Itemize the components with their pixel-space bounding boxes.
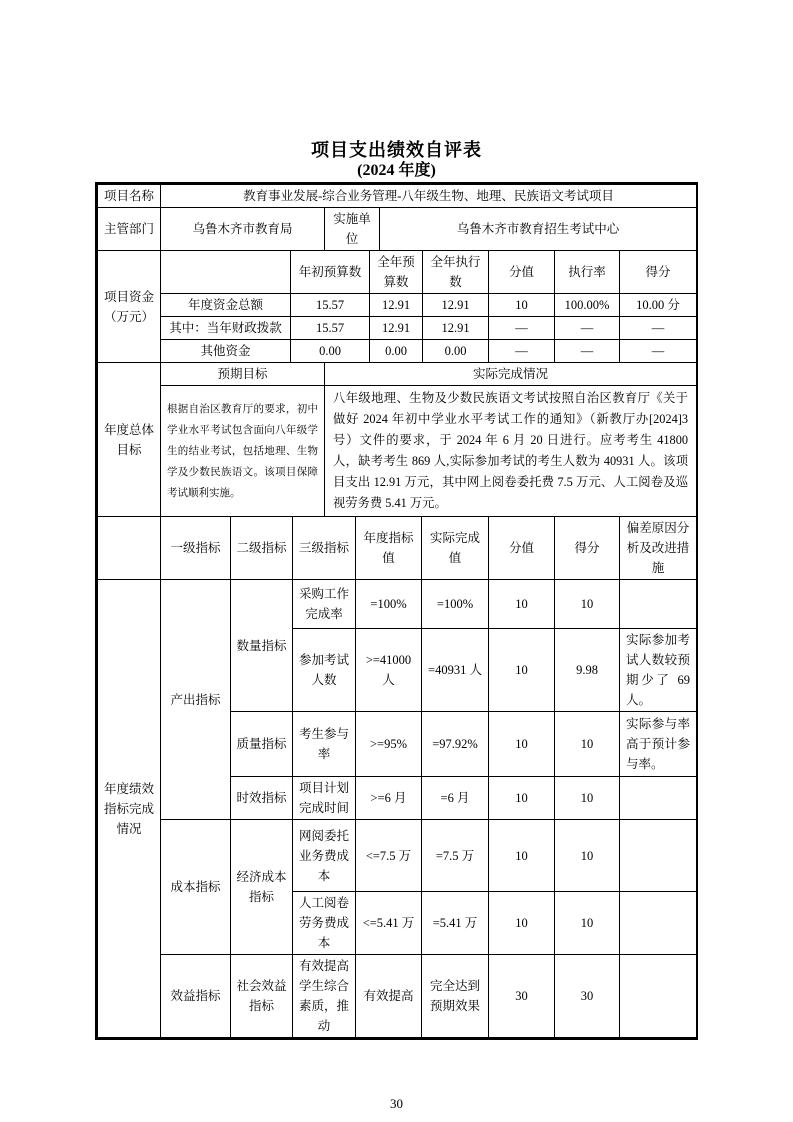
indicator-row <box>98 955 697 1038</box>
indicator-col-header: 分值 <box>489 517 555 580</box>
page-number: 30 <box>390 1096 403 1111</box>
table-row <box>98 251 697 294</box>
cell-funding-blank <box>161 251 291 294</box>
cell-indicators-section-label: 年度绩效指标完成情况 <box>98 580 161 1038</box>
cell-goal-section-label: 年度总体目标 <box>98 363 161 517</box>
table-row <box>98 386 697 517</box>
indicator-col-header: 三级指标 <box>293 517 356 580</box>
cell-level3: 人工阅卷劳务费成本 <box>293 892 356 955</box>
cell-deviation <box>620 955 697 1038</box>
cell-funding-value: 15.57 <box>291 317 370 340</box>
cell-level1: 效益指标 <box>161 955 231 1038</box>
cell-funding-value: — <box>620 340 697 363</box>
cell-funding-value: 12.91 <box>370 317 423 340</box>
cell-actual-header: 实际完成情况 <box>325 363 697 386</box>
cell-actual-value: =6 月 <box>422 777 489 820</box>
cell-level2: 数量指标 <box>231 580 293 712</box>
cell-funding-value: — <box>555 317 620 340</box>
indicator-col-header: 偏差原因分析及改进措施 <box>620 517 697 580</box>
cell-department-value: 乌鲁木齐市教育局 <box>161 208 325 251</box>
cell-target-value: =100% <box>356 580 422 629</box>
cell-level3: 网阅委托业务费成本 <box>293 820 356 892</box>
cell-implementer-label: 实施单位 <box>325 208 380 251</box>
cell-funding-row-label: 其中：当年财政拨款 <box>161 317 291 340</box>
info-table <box>97 184 697 251</box>
self-evaluation-table <box>95 182 698 1040</box>
cell-funding-section-label: 项目资金（万元） <box>98 251 161 363</box>
page-title: 项目支出绩效自评表 <box>311 140 482 160</box>
cell-level2: 时效指标 <box>231 777 293 820</box>
table-row <box>98 185 697 208</box>
table-row <box>98 363 697 386</box>
cell-target-value: <=7.5 万 <box>356 820 422 892</box>
indicator-row <box>98 820 697 892</box>
cell-level3: 有效提高学生综合素质，推动 <box>293 955 356 1038</box>
cell-actual-value: =100% <box>422 580 489 629</box>
cell-project-name-label: 项目名称 <box>98 185 161 208</box>
cell-target-value: <=5.41 万 <box>356 892 422 955</box>
table-row <box>98 517 697 580</box>
page-subtitle: (2024 年度) <box>357 162 436 179</box>
cell-funding-value: 12.91 <box>423 317 489 340</box>
funding-col-header: 全年执行数 <box>423 251 489 294</box>
cell-points: 10 <box>489 777 555 820</box>
cell-deviation: 实际参与率高于预计参与率。 <box>620 712 697 777</box>
cell-level1: 产出指标 <box>161 580 231 820</box>
cell-funding-row-label: 其他资金 <box>161 340 291 363</box>
cell-department-label: 主管部门 <box>98 208 161 251</box>
cell-actual-value: =40931 人 <box>422 629 489 712</box>
cell-points: 10 <box>489 820 555 892</box>
funding-col-header: 分值 <box>489 251 555 294</box>
cell-score: 10 <box>555 712 620 777</box>
indicator-col-header: 一级指标 <box>161 517 231 580</box>
cell-funding-value: 0.00 <box>291 340 370 363</box>
cell-level3: 考生参与率 <box>293 712 356 777</box>
funding-col-header: 执行率 <box>555 251 620 294</box>
cell-deviation <box>620 820 697 892</box>
cell-target-value: >=95% <box>356 712 422 777</box>
cell-level3: 项目计划完成时间 <box>293 777 356 820</box>
indicator-col-header: 二级指标 <box>231 517 293 580</box>
cell-funding-value: — <box>555 340 620 363</box>
cell-points: 10 <box>489 892 555 955</box>
cell-deviation: 实际参加考试人数较预期少了 69 人。 <box>620 629 697 712</box>
funding-row <box>98 340 697 363</box>
funding-col-header: 全年预算数 <box>370 251 423 294</box>
cell-score: 30 <box>555 955 620 1038</box>
funding-col-header: 年初预算数 <box>291 251 370 294</box>
cell-funding-value: 12.91 <box>423 294 489 317</box>
cell-points: 30 <box>489 955 555 1038</box>
cell-points: 10 <box>489 712 555 777</box>
cell-funding-value: 100.00% <box>555 294 620 317</box>
cell-target-value: >=41000 人 <box>356 629 422 712</box>
cell-score: 10 <box>555 892 620 955</box>
cell-score: 9.98 <box>555 629 620 712</box>
cell-funding-value: — <box>489 317 555 340</box>
cell-actual-text: 八年级地理、生物及少数民族语文考试按照自治区教育厅《关于做好 2024 年初中学业水平考试工作的通知》（新教厅办[2024]3 号）文件的要求，于 2024 年 6 月 20 日进行。应考考生 41800 人，缺考考生 869 人,实际参加考试的考生人数为 40931 人。该项目支出 12.91 万元，其中网上阅卷委托费 7.5 万元、人工阅卷及巡视劳务费 5.41 万元。 <box>325 386 697 517</box>
funding-col-header: 得分 <box>620 251 697 294</box>
cell-deviation <box>620 580 697 629</box>
indicator-col-header: 实际完成值 <box>422 517 489 580</box>
cell-target-value: 有效提高 <box>356 955 422 1038</box>
cell-actual-value: =5.41 万 <box>422 892 489 955</box>
cell-deviation <box>620 892 697 955</box>
table-row <box>98 208 697 251</box>
cell-funding-value: 0.00 <box>423 340 489 363</box>
cell-expected-text: 根据自治区教育厅的要求，初中学业水平考试包含面向八年级学生的结业考试，包括地理、生物学及少数民族语文。该项目保障考试顺利实施。 <box>161 386 325 517</box>
funding-row <box>98 294 697 317</box>
funding-table <box>97 250 697 363</box>
cell-score: 10 <box>555 777 620 820</box>
cell-actual-value: 完全达到预期效果 <box>422 955 489 1038</box>
goal-table <box>97 362 697 517</box>
cell-funding-value: 15.57 <box>291 294 370 317</box>
cell-funding-value: 10.00 分 <box>620 294 697 317</box>
cell-level2: 经济成本指标 <box>231 820 293 955</box>
funding-row <box>98 317 697 340</box>
cell-funding-row-label: 年度资金总额 <box>161 294 291 317</box>
cell-target-value: >=6 月 <box>356 777 422 820</box>
indicators-table <box>97 516 697 1038</box>
cell-funding-value: 12.91 <box>370 294 423 317</box>
cell-expected-header: 预期目标 <box>161 363 325 386</box>
cell-level3: 参加考试人数 <box>293 629 356 712</box>
cell-level2: 社会效益指标 <box>231 955 293 1038</box>
cell-funding-value: — <box>620 317 697 340</box>
cell-level2: 质量指标 <box>231 712 293 777</box>
cell-deviation <box>620 777 697 820</box>
cell-points: 10 <box>489 580 555 629</box>
cell-points: 10 <box>489 629 555 712</box>
cell-funding-value: 0.00 <box>370 340 423 363</box>
cell-actual-value: =7.5 万 <box>422 820 489 892</box>
cell-implementer-value: 乌鲁木齐市教育招生考试中心 <box>380 208 697 251</box>
indicator-corner-blank <box>98 517 161 580</box>
cell-level1: 成本指标 <box>161 820 231 955</box>
cell-score: 10 <box>555 580 620 629</box>
cell-project-name: 教育事业发展-综合业务管理-八年级生物、地理、民族语文考试项目 <box>161 185 697 208</box>
cell-score: 10 <box>555 820 620 892</box>
cell-funding-value: 10 <box>489 294 555 317</box>
cell-actual-value: =97.92% <box>422 712 489 777</box>
indicator-row <box>98 580 697 629</box>
indicator-col-header: 得分 <box>555 517 620 580</box>
indicator-col-header: 年度指标值 <box>356 517 422 580</box>
cell-level3: 采购工作完成率 <box>293 580 356 629</box>
cell-funding-value: — <box>489 340 555 363</box>
